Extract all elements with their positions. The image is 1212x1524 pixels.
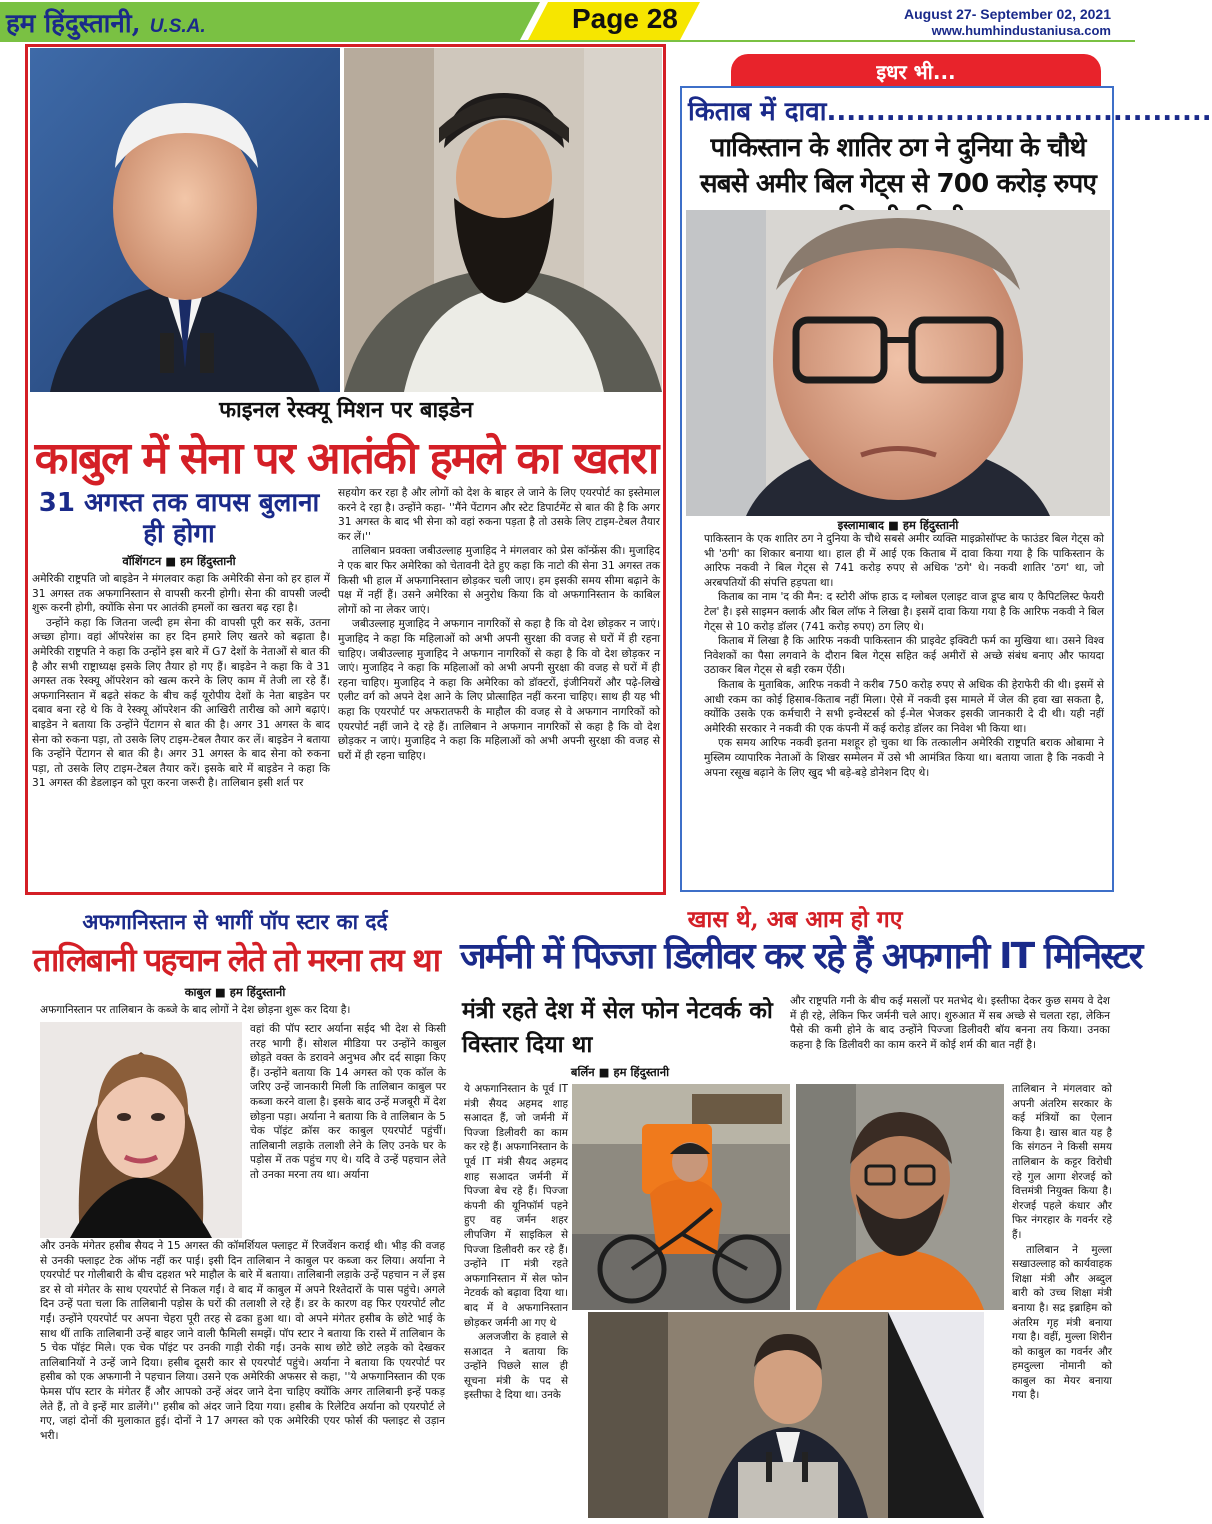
photo-zabihullah-mujahid <box>344 48 662 392</box>
story-it-minister-left-column <box>464 1082 568 1403</box>
story-pop-star-headline: तालिबानी पहचान लेते तो मरना तय था <box>32 941 440 979</box>
story-biden-headline: काबुल में सेना पर आतंकी हमले का खतरा <box>34 433 658 484</box>
story-biden-subheadline: 31 अगस्त तक वापस बुलाना ही होगा <box>38 488 320 549</box>
story-biden-dateline: वॉशिंगटन ■ हम हिंदुस्तानी <box>122 554 236 568</box>
paragraph: तालिबान ने मंगलवार को अपनी अंतरिम सरकार के कई मंत्रियों का ऐलान किया है। खास बात यह है कि संगठन ने किसी समय तालिबान के कट्टर विरोधी रहे गुल आगा शेरजई को वित्तमंत्री नियुक्त किया है। शेरजई पहले कंधार और फिर नंगरहार के गवर्नर रहे हैं। <box>1012 1083 1112 1241</box>
story-it-minister-kicker: खास थे, अब आम हो गए <box>687 906 903 933</box>
paragraph: तालिबान ने मुल्ला सखाउल्लाह को कार्यवाहक शिक्षा मंत्री और अब्दुल बारी को उच्च शिक्षा मंत्री बनाया है। सद्र इब्राहिम को अंतरिम गृह मंत्री बनाया गया है। वहीं, मुल्ला शिरीन को काबुल का गवर्नर और हमदुल्ला नोमानी को काबुल का मेयर बनाया गया है। <box>1012 1243 1112 1402</box>
photo-aryana-sayeed <box>40 1022 242 1238</box>
masthead-suffix: U.S.A. <box>149 16 206 37</box>
paragraph: तालिबान प्रवक्ता जबीउल्लाह मुजाहिद ने मंगलवार को प्रेस कॉन्फ्रेंस की। मुजाहिद ने एक बार फिर अमेरिका को चेतावनी देते हुए कहा कि नाटो की सेना 31 अगस्त तक किसी भी हाल में अफगानिस्तान छोड़कर चली जाए। हम इसकी समय सीमा बढ़ाने के पक्ष में नहीं हैं। उसने अमेरिका से अनुरोध किया कि वो अफगानिस्तान के काबिल लोगों को ना लेकर जाएं। <box>338 545 660 616</box>
story-biden-kicker: फाइनल रेस्क्यू मिशन पर बाइडेन <box>219 398 473 423</box>
story-bill-gates-kicker: किताब में दावा....................................... <box>688 97 1212 127</box>
photo-pizza-delivery-cyclist <box>572 1084 790 1310</box>
page-number: Page 28 <box>572 3 678 34</box>
story-pop-star-dateline: काबुल ■ हम हिंदुस्तानी <box>184 985 286 999</box>
story-it-minister-right-column <box>1012 1082 1112 1403</box>
story-it-minister-intro: और राष्ट्रपति गनी के बीच कई मसलों पर मतभेद थे। इस्तीफा देकर कुछ समय वे देश में ही रहे, लेकिन फिर जर्मनी चले आए। शुरुआत में सब अच्छे से चलता रहा, लेकिन पैसे की कमी होने के बाद उन्होंने पिज्जा डिलीवरी बॉय बनना तय किया। उनका कहना है कि डिलीवरी का काम करने में कोई शर्म की बात नहीं है। <box>790 995 1110 1051</box>
paragraph: अमेरिकी राष्ट्रपति जो बाइडेन ने मंगलवार कहा कि अमेरिकी सेना को हर हाल में 31 अगस्त तक अफगानिस्तान से वापसी करनी होगी। सेना की वापसी जल्दी शुरू करनी होगी, क्योंकि सेना पर आतंकी हमलों का खतरा बढ़ रहा है। <box>32 573 330 615</box>
paragraph: किताब का नाम 'द की मैन: द स्टोरी ऑफ हाऊ द ग्लोबल एलाइट वाज डूप्ड बाय ए कैपिटलिस्ट फेयरी टेल' है। इसे साइमन क्लार्क और बिल लॉफ ने लिखा है। इसमें दावा किया गया है कि आरिफ नकवी ने बिल गेट्स से 10 करोड़ डॉलर (741 करोड़ रुपए) ठग लिए थे। <box>704 591 1104 633</box>
story-it-minister-headline: जर्मनी में पिज्जा डिलीवर कर रहे हैं अफगानी IT मिनिस्टर <box>460 936 1142 977</box>
paragraph: उन्होंने कहा कि जितना जल्दी हम सेना की वापसी पूरी कर सकें, उतना अच्छा होगा। वहां ऑपरेशंस का हर दिन हमारे लिए खतरे को बढ़ाता है। अमेरिकी राष्ट्रपति ने कहा कि उन्होंने इस बारे में G7 देशों के नेताओं से बात की है और सभी राष्ट्राध्यक्ष इसके लिए तैयार हो गए हैं। बाइडेन ने कहा कि वे 31 अगस्त तक रेस्क्यू ऑपरेशन को खत्म करने के लिए काम में तेजी ला रहे हैं। अफगानिस्तान में बढ़ते संकट के बीच कई यूरोपीय देशों के नेता बाइडेन पर दबाव बना रहे थे कि वे रेस्क्यू ऑपरेशन की आखिरी तारीख को आगे बढ़ाएं। बाइडेन ने बताया कि उन्होंने पेंटागन से बात की है। अगर 31 अगस्त के बाद सेना को रुकना पड़ा, तो उसके लिए टाइम-टेबल तैयार कर लें। बाइडेन ने बताया कि उन्होंने पेंटागन से बात की है। अगर 31 अगस्त के बाद सेना को रुकना पड़ा, तो उसके लिए टाइम-टेबल तैयार करें। इसके बारे में बाइडेन ने कहा कि 31 अगस्त की डेडलाइन को पूरा करना जरूरी है। तालिबान इसी शर्त पर <box>32 616 330 790</box>
story-biden-column-2 <box>338 486 660 763</box>
story-pop-star-kicker: अफगानिस्तान से भागीं पॉप स्टार का दर्द <box>82 910 388 934</box>
photo-syed-ahmad-shah-sadat <box>796 1084 1004 1310</box>
website-link[interactable]: www.humhindustaniusa.com <box>931 23 1111 38</box>
story-bill-gates-dateline: इस्लामाबाद ■ हम हिंदुस्तानी <box>837 518 959 532</box>
issue-date: August 27- September 02, 2021 <box>904 6 1111 22</box>
section-tab-label: इधर भी... <box>876 60 956 84</box>
story-it-minister-dateline: बर्लिन ■ हम हिंदुस्तानी <box>570 1065 670 1079</box>
story-pop-star-body: और उनके मंगेतर हसीब सैयद ने 15 अगस्त की कॉमर्शियल फ्लाइट में रिजर्वेशन कराई थी। भीड़ की वजह से उनकी फ्लाइट टेक ऑफ नहीं कर पाई। इसी दिन तालिबान ने काबुल पर कब्जा कर लिया। अर्याना ने एयरपोर्ट पर गोलीबारी के बीच दहशत भरे माहौल के बारे में बताया। तालिबानी लड़ाके उन्हें पहचान न लें इस डर से वो मंगेतर के साथ एयरपोर्ट से निकल गईं। वे बाद में काबुल में अपने रिश्तेदारों के पास पहुंचे। अगले दिन उन्हें पता चला कि तालिबानी पड़ोस के घरों की तलाशी ले रहे हैं। डर के कारण वह फिर एयरपोर्ट लौट गईं। उन्होंने एयरपोर्ट पर अपना चेहरा पूरी तरह से ढका हुआ था। वो अपने मंगेतर हसीब के छोटे भाई के साथ थीं ताकि तालिबानी उन्हें बाहर जाने वाली फैमिली समझें। पॉप स्टार ने बताया कि रास्ते में तालिबान के 5 चेक पॉइंट मिले। एक चेक पॉइंट पर उनकी गाड़ी रोकी गई। उनके साथ छोटे छोटे लड़के को देखकर तालिबानियों ने उन्हें जाने दिया। हसीब दूसरी कार से एयरपोर्ट पहुंचे। अर्याना ने बताया कि एयरपोर्ट पर हसीब को एक अफगानी ने पहचान लिया। उसने एक अमेरिकी अफसर से कहा, ''ये अफगानिस्तान की एक फेमस पॉप स्टार के मंगेतर हैं और आपको उन्हें अंदर जाने देना चाहिए क्योंकि अगर तालिबानी इन्हें पकड़ लेते हैं, तो वे इन्हें मार डालेंगे।'' हसीब को अंदर जाने दिया गया। हसीब के रिलेटिव अर्याना को एयरपोर्ट ले गए, जहां दोनों की मुलाकात हुई। दोनों ने 17 अगस्त को एक अमेरिकी एयर फोर्स की फ्लाइट से उड़ान भरी। <box>40 1240 445 1442</box>
story-bill-gates-body <box>704 532 1104 780</box>
story-pop-star-lead: अफगानिस्तान पर तालिबान के कब्जे के बाद लोगों ने देश छोड़ना शुरू कर दिया है। <box>40 1004 351 1016</box>
photo-biden <box>30 48 340 392</box>
photo-minister-at-press-conference <box>588 1312 984 1518</box>
story-biden-column-1 <box>32 572 330 791</box>
paragraph: किताब में लिखा है कि आरिफ नकवी पाकिस्तान की प्राइवेट इक्विटी फर्म का मुखिया था। उसने विश्व निवेशकों का पैसा लगवाने के दौरान बिल गेट्स सहित कई अमीरों से अच्छे संबंध बनाए और फायदा उठाकर बिल गेट्स से बड़ी रकम ऐंठी। <box>704 635 1104 677</box>
story-it-minister-subheadline: मंत्री रहते देश में सेल फोन नेटवर्क को विस्तार दिया था <box>462 998 773 1058</box>
story-bill-gates-headline: पाकिस्तान के शातिर ठग ने दुनिया के चौथे सबसे अमीर बिल गेट्स से 700 करोड़ रुपए <box>699 133 1097 199</box>
paragraph: जबीउल्लाह मुजाहिद ने अफगान नागरिकों से कहा है कि वो देश छोड़कर न जाएं। मुजाहिद ने कहा कि महिलाओं को अभी अपनी सुरक्षा की वजह से घरों में ही रहना चाहिए। जबीउल्लाह मुजाहिद ने अफगान नागरिकों से कहा है कि वो देश छोड़कर न जाएं। मुजाहिद ने कहा कि महिलाओं को अभी अपनी सुरक्षा की वजह से घरों में ही रहना चाहिए। मुजाहिद ने कहा कि अमेरिका को डॉक्टरों, इंजीनियरों और पढ़े-लिखे एलीट वर्ग को अपने देश आने के लिए प्रोत्साहित नहीं करना चाहिए। साथ ही यह भी कहा कि एयरपोर्ट पर अफरातफरी के माहौल की वजह से वे अफगान नागरिकों को एयरपोर्ट नहीं जाने दे रहे हैं। तालिबान ने अफगान नागरिकों से कहा है कि वो देश छोड़कर न जाएं। मुजाहिद ने कहा कि महिलाओं को अभी अपनी सुरक्षा की वजह से घरों में ही रहना चाहिए। <box>338 618 660 762</box>
paragraph: पाकिस्तान के एक शातिर ठग ने दुनिया के चौथे सबसे अमीर व्यक्ति माइक्रोसॉफ्ट के फाउंडर बिल गेट्स को भी 'ठगी' का शिकार बनाया था। हाल ही में आई एक किताब में दावा किया गया है कि पाकिस्तान के आरिफ नकवी ने बिल गेट्स से 741 करोड़ रुपए से अधिक 'ठगे' थे। नकवी शातिर 'ठग' था, जो अरबपतियों की संपत्ति हड़पता था। <box>704 533 1104 589</box>
paragraph: सहयोग कर रहा है और लोगों को देश के बाहर ले जाने के लिए एयरपोर्ट का इस्तेमाल करने दे रहा है। उन्होंने कहा- ''मैंने पेंटागन और स्टेट डिपार्टमेंट से बात की है कि अगर 31 अगस्त के बाद भी सेना को वहां रुकना पड़ता है तो उसके लिए टाइम-टेबल तैयार कर लें।'' <box>338 487 660 543</box>
paragraph: किताब के मुताबिक, आरिफ नकवी ने करीब 750 करोड़ रुपए से अधिक की हेराफेरी की थी। इसमें से आधी रकम का कोई हिसाब-किताब नहीं मिला। ऐसे में नकवी इस मामले में जेल की हवा खा सकता है, क्योंकि उसके एक कर्मचारी ने सभी इन्वेस्टर्स को ई-मेल भेजकर इसकी जानकारी दे दी थी। यही नहीं अमेरिकी सरकार ने नकवी की एक कंपनी में कई करोड़ डॉलर का निवेश भी किया था। <box>704 678 1104 735</box>
paragraph: अलजजीरा के हवाले से सआदत ने बताया कि उन्होंने पिछले साल ही सूचना मंत्री के पद से इस्तीफा दे दिया था। उनके <box>464 1331 568 1402</box>
paragraph: एक समय आरिफ नकवी इतना मशहूर हो चुका था कि तत्कालीन अमेरिकी राष्ट्रपति बराक ओबामा ने मुस्लिम व्यापारिक नेताओं के शिखर सम्मेलन में उसे भी आमंत्रित किया था। बताया जाता है कि नकवी ने अपना रसूख बढ़ाने के लिए खुद भी बड़े-बड़े डोनेशन दिए थे। <box>704 737 1104 779</box>
paragraph: ये अफगानिस्तान के पूर्व IT मंत्री सैयद अहमद शाह सआदत हैं, जो जर्मनी में पिज्जा डिलीवरी का काम कर रहे हैं। अफगानिस्तान के पूर्व IT मंत्री सैयद अहमद शाह सआदत जर्मनी में पिज्जा बेच रहे हैं। पिज्जा कंपनी की यूनिफॉर्म पहने हुए वह जर्मन शहर लीपजिग में साइकिल से पिज्जा डिलीवरी कर रहे हैं। उन्होंने IT मंत्री रहते अफगानिस्तान में सेल फोन नेटवर्क को बढ़ावा दिया था। बाद में वे अफगानिस्तान छोड़कर जर्मनी आ गए थे <box>464 1083 569 1329</box>
masthead-title: हम हिंदुस्तानी, U.S.A. <box>6 9 206 39</box>
story-pop-star-column: वहां की पॉप स्टार अर्याना सईद भी देश से किसी तरह भागी हैं। सोशल मीडिया पर उन्होंने काबुल छोड़ते वक्त के डरावने अनुभव और दर्द साझा किए हैं। उन्होंने बताया कि 14 अगस्त को एक कॉल के जरिए उन्हें जानकारी मिली कि तालिबान काबुल पर कब्जा करने वाला है। इसके बाद उन्हें मजबूरी में देश छोड़ना पड़ा। अर्याना ने बताया कि वे तालिबान के 5 चेक पॉइंट क्रॉस कर काबुल एयरपोर्ट पहुंचीं। तालिबानी लड़ाके तलाशी लेने के लिए उनके घर के पड़ोस में तक पहुंच गए थे। यदि वे उन्हें पहचान लेते तो उनका मरना तय था। अर्याना <box>250 1023 446 1181</box>
photo-bill-gates <box>686 210 1110 516</box>
